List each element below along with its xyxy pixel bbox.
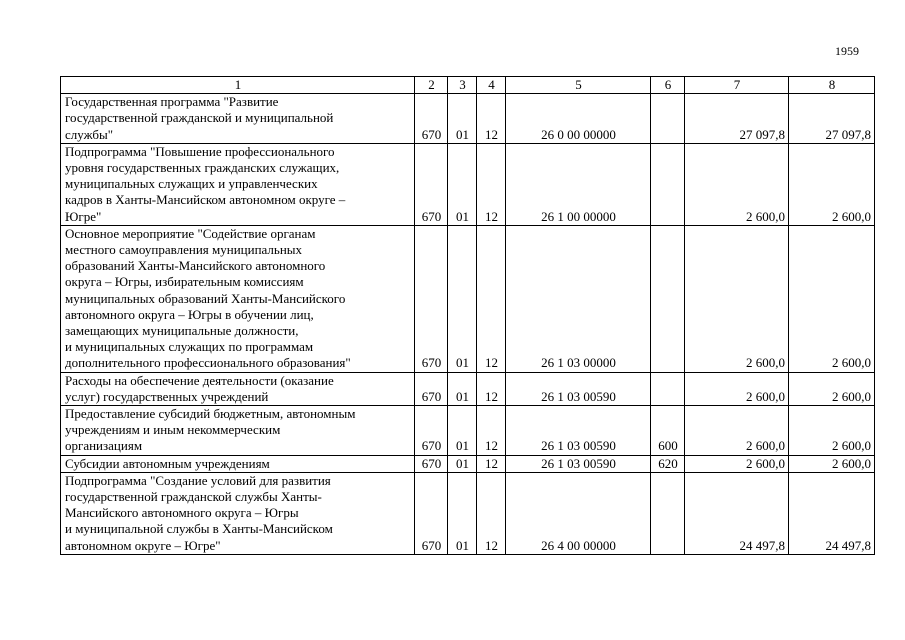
column-header: 6 (651, 77, 685, 94)
cell-subsection: 12 (477, 143, 506, 225)
cell-expense-type (651, 94, 685, 144)
table-row (61, 372, 875, 405)
cell-code: 670 (415, 143, 448, 225)
cell-section: 01 (448, 372, 477, 405)
cell-amount: 2 600,0 (685, 406, 789, 456)
budget-table (60, 76, 875, 555)
cell-subsection: 12 (477, 372, 506, 405)
cell-expense-type: 600 (651, 406, 685, 456)
cell-expense-type: 620 (651, 455, 685, 472)
table-row (61, 455, 875, 472)
cell-subsection: 12 (477, 225, 506, 372)
row-name: Расходы на обеспечение деятельности (оказание услуг) государственных учреждений (61, 372, 415, 405)
table-row (61, 94, 875, 144)
page-number: 1959 (835, 44, 859, 58)
column-header: 1 (61, 77, 415, 94)
table-row (61, 225, 875, 372)
cell-amount-total: 2 600,0 (789, 372, 875, 405)
cell-section: 01 (448, 225, 477, 372)
table-row (61, 472, 875, 554)
cell-amount: 2 600,0 (685, 143, 789, 225)
cell-amount-total: 2 600,0 (789, 225, 875, 372)
cell-expense-type (651, 143, 685, 225)
cell-amount: 2 600,0 (685, 455, 789, 472)
column-header: 2 (415, 77, 448, 94)
column-header: 5 (506, 77, 651, 94)
cell-code: 670 (415, 455, 448, 472)
cell-subsection: 12 (477, 455, 506, 472)
row-name: Подпрограмма "Повышение профессионального уровня государственных гражданских служащих, муниципальных служащих и управленческих кадров в Ханты-Мансийском автономном округе – Югре" (61, 143, 415, 225)
column-header: 8 (789, 77, 875, 94)
row-name: Подпрограмма "Создание условий для развития государственной гражданской службы Ханты- Мансийского автономного округа – Югры и муниципальной службы в Ханты-Мансийском автономном округе – Югре" (61, 472, 415, 554)
cell-expense-type (651, 225, 685, 372)
row-name: Субсидии автономным учреждениям (61, 455, 415, 472)
cell-target-article: 26 1 03 00000 (506, 225, 651, 372)
column-header: 7 (685, 77, 789, 94)
cell-subsection: 12 (477, 472, 506, 554)
cell-amount: 24 497,8 (685, 472, 789, 554)
cell-expense-type (651, 372, 685, 405)
cell-section: 01 (448, 455, 477, 472)
cell-target-article: 26 1 03 00590 (506, 372, 651, 405)
cell-amount-total: 2 600,0 (789, 455, 875, 472)
cell-amount-total: 2 600,0 (789, 406, 875, 456)
cell-subsection: 12 (477, 94, 506, 144)
cell-target-article: 26 4 00 00000 (506, 472, 651, 554)
row-name: Государственная программа "Развитие государственной гражданской и муниципальной службы" (61, 94, 415, 144)
table-row (61, 406, 875, 456)
table-header-row (61, 77, 875, 94)
cell-target-article: 26 1 00 00000 (506, 143, 651, 225)
cell-code: 670 (415, 94, 448, 144)
cell-section: 01 (448, 94, 477, 144)
cell-amount: 27 097,8 (685, 94, 789, 144)
column-header: 4 (477, 77, 506, 94)
cell-code: 670 (415, 406, 448, 456)
cell-amount-total: 27 097,8 (789, 94, 875, 144)
cell-amount: 2 600,0 (685, 372, 789, 405)
cell-section: 01 (448, 143, 477, 225)
cell-section: 01 (448, 406, 477, 456)
cell-code: 670 (415, 472, 448, 554)
cell-code: 670 (415, 225, 448, 372)
row-name: Основное мероприятие "Содействие органам местного самоуправления муниципальных образований Ханты-Мансийского автономного округа – Югры, избирательным комиссиям муниципальных образований Ханты-Мансийского автономного округа – Югры в обучении лиц, замещающих муниципальные должности, и муниципальных служащих по программам дополнительного профессионального образования" (61, 225, 415, 372)
cell-target-article: 26 0 00 00000 (506, 94, 651, 144)
cell-target-article: 26 1 03 00590 (506, 406, 651, 456)
cell-target-article: 26 1 03 00590 (506, 455, 651, 472)
cell-amount: 2 600,0 (685, 225, 789, 372)
cell-section: 01 (448, 472, 477, 554)
column-header: 3 (448, 77, 477, 94)
cell-code: 670 (415, 372, 448, 405)
table-row (61, 143, 875, 225)
cell-amount-total: 24 497,8 (789, 472, 875, 554)
row-name: Предоставление субсидий бюджетным, автономным учреждениям и иным некоммерческим организациям (61, 406, 415, 456)
cell-amount-total: 2 600,0 (789, 143, 875, 225)
cell-subsection: 12 (477, 406, 506, 456)
cell-expense-type (651, 472, 685, 554)
